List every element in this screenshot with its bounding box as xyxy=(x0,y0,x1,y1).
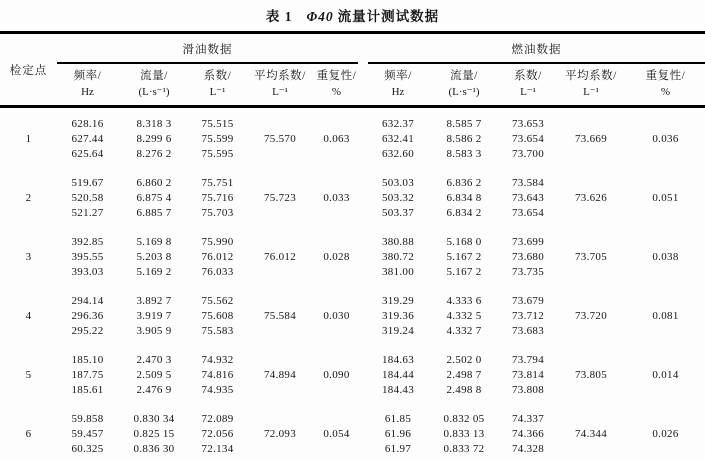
header-unit: % xyxy=(331,86,342,98)
table-row xyxy=(0,206,705,221)
oil-coefficient-cell: 76.012 xyxy=(201,251,234,263)
oil-flow-cell: 3.919 7 xyxy=(136,310,172,322)
fuel-flow-cell: 6.836 2 xyxy=(446,177,482,189)
header-oil-repeatability xyxy=(315,63,358,107)
table-row xyxy=(0,265,705,280)
oil-frequency-cell: 628.16 xyxy=(71,118,104,130)
fuel-avg-coefficient-cell: 73.805 xyxy=(574,369,608,381)
oil-frequency-cell: 395.55 xyxy=(71,251,104,263)
oil-frequency-cell: 392.85 xyxy=(71,236,104,248)
oil-avg-coefficient-cell xyxy=(245,221,315,250)
header-label: 系数/ xyxy=(203,70,232,82)
fuel-flow-cell: 4.332 7 xyxy=(446,325,482,337)
fuel-flow-cell: 2.498 8 xyxy=(446,384,482,396)
header-label: 平均系数/ xyxy=(254,70,306,82)
header-unit: L⁻¹ xyxy=(520,86,536,98)
header-label: 频率/ xyxy=(73,70,102,82)
fuel-coefficient-cell: 74.337 xyxy=(511,413,545,425)
fuel-frequency-cell: 184.44 xyxy=(381,369,415,381)
header-fuel-flow xyxy=(428,63,500,107)
oil-avg-coefficient-cell xyxy=(245,206,315,221)
header-oil-flow xyxy=(118,63,190,107)
oil-avg-coefficient-cell xyxy=(245,107,315,133)
oil-frequency-cell: 627.44 xyxy=(71,133,104,145)
header-unit: (L·s⁻¹) xyxy=(448,86,480,98)
oil-flow-cell: 3.892 7 xyxy=(136,295,172,307)
checkpoint-cell xyxy=(0,442,57,459)
spacer-cell xyxy=(358,339,368,368)
oil-avg-coefficient-cell xyxy=(245,398,315,427)
spacer-cell xyxy=(358,147,368,162)
fuel-coefficient-cell: 73.808 xyxy=(511,384,545,396)
table-number: 表 1 xyxy=(265,9,293,24)
fuel-flow-cell: 5.167 2 xyxy=(446,251,482,263)
group-spacer xyxy=(358,33,368,107)
oil-coefficient-cell: 75.562 xyxy=(201,295,234,307)
oil-avg-coefficient-cell xyxy=(245,162,315,191)
header-label: 系数/ xyxy=(514,70,542,82)
checkpoint-cell: 3 xyxy=(25,251,32,263)
header-unit: Hz xyxy=(391,86,405,98)
table-row xyxy=(0,191,705,206)
header-unit: L⁻¹ xyxy=(209,86,226,98)
table-row xyxy=(0,368,705,383)
spacer-cell xyxy=(358,427,368,442)
fuel-coefficient-cell: 73.653 xyxy=(511,118,545,130)
fuel-avg-coefficient-cell xyxy=(556,280,626,309)
oil-coefficient-cell: 72.134 xyxy=(201,443,234,455)
oil-flow-cell: 2.470 3 xyxy=(136,354,172,366)
oil-flow-cell: 8.318 3 xyxy=(136,118,172,130)
table-row xyxy=(0,398,705,427)
oil-repeatability-cell xyxy=(315,280,358,309)
fuel-frequency-cell: 319.36 xyxy=(381,310,415,322)
fuel-avg-coefficient-cell xyxy=(556,162,626,191)
oil-frequency-cell: 521.27 xyxy=(71,207,104,219)
fuel-flow-cell: 2.498 7 xyxy=(446,369,482,381)
checkpoint-cell xyxy=(0,162,57,191)
oil-frequency-cell: 294.14 xyxy=(71,295,104,307)
oil-repeatability-cell xyxy=(315,398,358,427)
header-fuel-avg-coefficient xyxy=(556,63,626,107)
fuel-frequency-cell: 503.32 xyxy=(381,192,415,204)
fuel-avg-coefficient-cell xyxy=(556,206,626,221)
fuel-repeatability-cell: 0.026 xyxy=(652,428,679,440)
fuel-coefficient-cell: 73.679 xyxy=(511,295,545,307)
oil-repeatability-cell xyxy=(315,442,358,459)
oil-repeatability-cell: 0.063 xyxy=(323,133,350,145)
fuel-coefficient-cell: 73.712 xyxy=(511,310,545,322)
oil-avg-coefficient-cell xyxy=(245,147,315,162)
checkpoint-cell xyxy=(0,206,57,221)
oil-avg-coefficient-cell: 74.894 xyxy=(263,369,297,381)
checkpoint-cell xyxy=(0,398,57,427)
fuel-frequency-cell: 503.37 xyxy=(381,207,415,219)
table-row xyxy=(0,309,705,324)
fuel-flow-cell: 0.832 05 xyxy=(443,413,485,425)
spacer-cell xyxy=(358,265,368,280)
table-row xyxy=(0,383,705,398)
fuel-flow-cell: 5.167 2 xyxy=(446,266,482,278)
oil-coefficient-cell: 74.935 xyxy=(201,384,234,396)
oil-coefficient-cell: 75.751 xyxy=(201,177,234,189)
fuel-avg-coefficient-cell xyxy=(556,442,626,459)
fuel-frequency-cell: 503.03 xyxy=(381,177,415,189)
oil-frequency-cell: 295.22 xyxy=(71,325,104,337)
fuel-coefficient-cell: 73.654 xyxy=(511,133,545,145)
fuel-avg-coefficient-cell xyxy=(556,147,626,162)
header-unit: L⁻¹ xyxy=(583,86,599,98)
fuel-frequency-cell: 380.72 xyxy=(381,251,415,263)
fuel-coefficient-cell: 73.814 xyxy=(511,369,545,381)
spacer-cell xyxy=(358,442,368,459)
oil-coefficient-cell: 72.056 xyxy=(201,428,234,440)
oil-avg-coefficient-cell xyxy=(245,442,315,459)
group-header-oil: 滑油数据 xyxy=(57,33,358,64)
checkpoint-cell xyxy=(0,265,57,280)
oil-repeatability-cell: 0.033 xyxy=(323,192,350,204)
header-label: 重复性/ xyxy=(316,70,357,82)
fuel-flow-cell: 8.585 7 xyxy=(446,118,482,130)
table-caption: 流量计测试数据 xyxy=(337,9,440,24)
spacer-cell xyxy=(358,206,368,221)
checkpoint-cell xyxy=(0,107,57,133)
oil-avg-coefficient-cell: 72.093 xyxy=(263,428,297,440)
oil-repeatability-cell xyxy=(315,339,358,368)
oil-flow-cell: 5.169 2 xyxy=(136,266,172,278)
header-oil-coefficient xyxy=(190,63,245,107)
oil-flow-cell: 2.509 5 xyxy=(136,369,172,381)
oil-flow-cell: 5.203 8 xyxy=(136,251,172,263)
fuel-repeatability-cell xyxy=(626,107,705,133)
spacer-cell xyxy=(358,191,368,206)
oil-avg-coefficient-cell: 76.012 xyxy=(263,251,297,263)
oil-avg-coefficient-cell xyxy=(245,280,315,309)
header-unit: Hz xyxy=(81,86,94,98)
header-unit: L⁻¹ xyxy=(272,86,288,98)
header-oil-avg-coefficient xyxy=(245,63,315,107)
oil-frequency-cell: 185.10 xyxy=(71,354,104,366)
table-row xyxy=(0,107,705,133)
fuel-repeatability-cell xyxy=(626,280,705,309)
fuel-frequency-cell: 632.41 xyxy=(381,133,415,145)
fuel-repeatability-cell: 0.036 xyxy=(652,133,679,145)
checkpoint-cell xyxy=(0,339,57,368)
fuel-avg-coefficient-cell xyxy=(556,107,626,133)
oil-frequency-cell: 59.858 xyxy=(71,413,104,425)
fuel-flow-cell: 4.333 6 xyxy=(446,295,482,307)
spacer-cell xyxy=(358,132,368,147)
table-row xyxy=(0,427,705,442)
oil-avg-coefficient-cell: 75.584 xyxy=(263,310,297,322)
group-header-row xyxy=(0,33,705,64)
oil-frequency-cell: 296.36 xyxy=(71,310,104,322)
checkpoint-cell xyxy=(0,383,57,398)
fuel-avg-coefficient-cell: 73.720 xyxy=(574,310,608,322)
oil-frequency-cell: 625.64 xyxy=(71,148,104,160)
fuel-repeatability-cell: 0.051 xyxy=(652,192,679,204)
oil-frequency-cell: 187.75 xyxy=(71,369,104,381)
header-fuel-repeatability xyxy=(626,63,705,107)
fuel-repeatability-cell xyxy=(626,398,705,427)
spacer-cell xyxy=(358,309,368,324)
spacer-cell xyxy=(358,324,368,339)
fuel-flow-cell: 0.833 13 xyxy=(443,428,485,440)
checkpoint-cell xyxy=(0,147,57,162)
oil-coefficient-cell: 75.608 xyxy=(201,310,234,322)
fuel-frequency-cell: 61.96 xyxy=(384,428,412,440)
oil-frequency-cell: 393.03 xyxy=(71,266,104,278)
oil-avg-coefficient-cell: 75.723 xyxy=(263,192,297,204)
fuel-flow-cell: 6.834 8 xyxy=(446,192,482,204)
fuel-flow-cell: 2.502 0 xyxy=(446,354,482,366)
oil-repeatability-cell xyxy=(315,162,358,191)
header-label: 流量/ xyxy=(140,70,168,82)
oil-frequency-cell: 59.457 xyxy=(71,428,104,440)
checkpoint-cell: 5 xyxy=(25,369,32,381)
table-row xyxy=(0,280,705,309)
oil-avg-coefficient-cell xyxy=(245,339,315,368)
fuel-repeatability-cell xyxy=(626,265,705,280)
fuel-avg-coefficient-cell xyxy=(556,398,626,427)
checkpoint-cell: 2 xyxy=(25,192,32,204)
fuel-flow-cell: 6.834 2 xyxy=(446,207,482,219)
checkpoint-cell: 4 xyxy=(25,310,32,322)
oil-flow-cell: 2.476 9 xyxy=(136,384,172,396)
oil-repeatability-cell xyxy=(315,324,358,339)
fuel-avg-coefficient-cell xyxy=(556,324,626,339)
spacer-cell xyxy=(358,250,368,265)
spacer-cell xyxy=(358,107,368,133)
table-row xyxy=(0,324,705,339)
fuel-avg-coefficient-cell xyxy=(556,265,626,280)
header-label: 流量/ xyxy=(450,70,478,82)
fuel-avg-coefficient-cell: 73.626 xyxy=(574,192,608,204)
fuel-flow-cell: 0.833 72 xyxy=(443,443,485,455)
fuel-frequency-cell: 632.37 xyxy=(381,118,415,130)
checkpoint-cell: 6 xyxy=(25,428,32,440)
fuel-avg-coefficient-cell xyxy=(556,221,626,250)
oil-coefficient-cell: 75.583 xyxy=(201,325,234,337)
oil-avg-coefficient-cell xyxy=(245,265,315,280)
header-label: 平均系数/ xyxy=(565,70,617,82)
oil-avg-coefficient-cell xyxy=(245,324,315,339)
oil-repeatability-cell xyxy=(315,265,358,280)
checkpoint-cell xyxy=(0,280,57,309)
fuel-coefficient-cell: 74.366 xyxy=(511,428,545,440)
fuel-repeatability-cell xyxy=(626,339,705,368)
oil-coefficient-cell: 75.599 xyxy=(201,133,234,145)
header-label: 频率/ xyxy=(384,70,412,82)
fuel-avg-coefficient-cell xyxy=(556,383,626,398)
oil-coefficient-cell: 75.595 xyxy=(201,148,234,160)
oil-flow-cell: 5.169 8 xyxy=(136,236,172,248)
spacer-cell xyxy=(358,398,368,427)
fuel-repeatability-cell xyxy=(626,383,705,398)
fuel-frequency-cell: 632.60 xyxy=(381,148,415,160)
header-unit: (L·s⁻¹) xyxy=(138,86,170,98)
fuel-flow-cell: 8.586 2 xyxy=(446,133,482,145)
table-row xyxy=(0,162,705,191)
oil-coefficient-cell: 75.716 xyxy=(201,192,234,204)
spacer-cell xyxy=(358,368,368,383)
oil-flow-cell: 0.836 30 xyxy=(133,443,175,455)
fuel-repeatability-cell: 0.014 xyxy=(652,369,679,381)
fuel-coefficient-cell: 73.683 xyxy=(511,325,545,337)
oil-repeatability-cell xyxy=(315,221,358,250)
fuel-repeatability-cell xyxy=(626,162,705,191)
oil-flow-cell: 0.830 34 xyxy=(133,413,175,425)
oil-repeatability-cell: 0.054 xyxy=(323,428,350,440)
fuel-avg-coefficient-cell: 73.705 xyxy=(574,251,608,263)
fuel-repeatability-cell: 0.081 xyxy=(652,310,679,322)
oil-frequency-cell: 60.325 xyxy=(71,443,104,455)
fuel-repeatability-cell xyxy=(626,221,705,250)
spacer-cell xyxy=(358,162,368,191)
fuel-coefficient-cell: 74.328 xyxy=(511,443,545,455)
table-row xyxy=(0,221,705,250)
table-phi-symbol: Φ40 xyxy=(306,9,334,24)
group-header-fuel: 燃油数据 xyxy=(368,33,705,64)
fuel-frequency-cell: 184.63 xyxy=(381,354,415,366)
checkpoint-cell xyxy=(0,221,57,250)
fuel-coefficient-cell: 73.584 xyxy=(511,177,545,189)
header-unit: % xyxy=(660,86,671,98)
oil-repeatability-cell: 0.028 xyxy=(323,251,350,263)
fuel-frequency-cell: 319.24 xyxy=(381,325,415,337)
fuel-repeatability-cell: 0.038 xyxy=(652,251,679,263)
flow-meter-data-table xyxy=(0,31,705,459)
oil-flow-cell: 6.885 7 xyxy=(136,207,172,219)
header-fuel-coefficient xyxy=(500,63,556,107)
fuel-coefficient-cell: 73.680 xyxy=(511,251,545,263)
fuel-frequency-cell: 319.29 xyxy=(381,295,415,307)
fuel-repeatability-cell xyxy=(626,442,705,459)
oil-flow-cell: 6.875 4 xyxy=(136,192,172,204)
fuel-frequency-cell: 380.88 xyxy=(381,236,415,248)
header-oil-frequency xyxy=(57,63,118,107)
oil-flow-cell: 6.860 2 xyxy=(136,177,172,189)
table-title xyxy=(0,0,705,31)
fuel-coefficient-cell: 73.643 xyxy=(511,192,545,204)
fuel-coefficient-cell: 73.700 xyxy=(511,148,545,160)
fuel-avg-coefficient-cell: 74.344 xyxy=(574,428,608,440)
table-row xyxy=(0,132,705,147)
oil-coefficient-cell: 74.816 xyxy=(201,369,234,381)
header-fuel-frequency xyxy=(368,63,428,107)
oil-coefficient-cell: 74.932 xyxy=(201,354,234,366)
fuel-frequency-cell: 61.85 xyxy=(384,413,412,425)
table-row xyxy=(0,339,705,368)
oil-flow-cell: 8.299 6 xyxy=(136,133,172,145)
oil-repeatability-cell: 0.030 xyxy=(323,310,350,322)
fuel-repeatability-cell xyxy=(626,324,705,339)
oil-flow-cell: 8.276 2 xyxy=(136,148,172,160)
oil-repeatability-cell xyxy=(315,147,358,162)
column-header-row xyxy=(0,63,705,107)
checkpoint-cell xyxy=(0,324,57,339)
checkpoint-cell: 1 xyxy=(25,133,32,145)
table-row xyxy=(0,250,705,265)
corner-header-checkpoint: 检定点 xyxy=(0,33,57,107)
table-row xyxy=(0,147,705,162)
fuel-avg-coefficient-cell: 73.669 xyxy=(574,133,608,145)
oil-avg-coefficient-cell xyxy=(245,383,315,398)
oil-coefficient-cell: 75.703 xyxy=(201,207,234,219)
fuel-flow-cell: 4.332 5 xyxy=(446,310,482,322)
oil-coefficient-cell: 75.990 xyxy=(201,236,234,248)
fuel-avg-coefficient-cell xyxy=(556,339,626,368)
fuel-coefficient-cell: 73.735 xyxy=(511,266,545,278)
oil-flow-cell: 0.825 15 xyxy=(133,428,175,440)
spacer-cell xyxy=(358,280,368,309)
oil-avg-coefficient-cell: 75.570 xyxy=(263,133,297,145)
spacer-cell xyxy=(358,221,368,250)
header-label: 重复性/ xyxy=(645,70,686,82)
oil-flow-cell: 3.905 9 xyxy=(136,325,172,337)
oil-coefficient-cell: 75.515 xyxy=(201,118,234,130)
fuel-frequency-cell: 184.43 xyxy=(381,384,415,396)
oil-frequency-cell: 520.58 xyxy=(71,192,104,204)
oil-repeatability-cell xyxy=(315,206,358,221)
fuel-repeatability-cell xyxy=(626,147,705,162)
fuel-repeatability-cell xyxy=(626,206,705,221)
spacer-cell xyxy=(358,383,368,398)
fuel-flow-cell: 5.168 0 xyxy=(446,236,482,248)
fuel-flow-cell: 8.583 3 xyxy=(446,148,482,160)
fuel-coefficient-cell: 73.654 xyxy=(511,207,545,219)
oil-repeatability-cell xyxy=(315,107,358,133)
fuel-frequency-cell: 381.00 xyxy=(381,266,415,278)
oil-frequency-cell: 185.61 xyxy=(71,384,104,396)
oil-coefficient-cell: 76.033 xyxy=(201,266,234,278)
fuel-coefficient-cell: 73.699 xyxy=(511,236,545,248)
fuel-frequency-cell: 61.97 xyxy=(384,443,412,455)
oil-frequency-cell: 519.67 xyxy=(71,177,104,189)
table-row xyxy=(0,442,705,459)
oil-repeatability-cell: 0.090 xyxy=(323,369,350,381)
oil-coefficient-cell: 72.089 xyxy=(201,413,234,425)
oil-repeatability-cell xyxy=(315,383,358,398)
fuel-coefficient-cell: 73.794 xyxy=(511,354,545,366)
